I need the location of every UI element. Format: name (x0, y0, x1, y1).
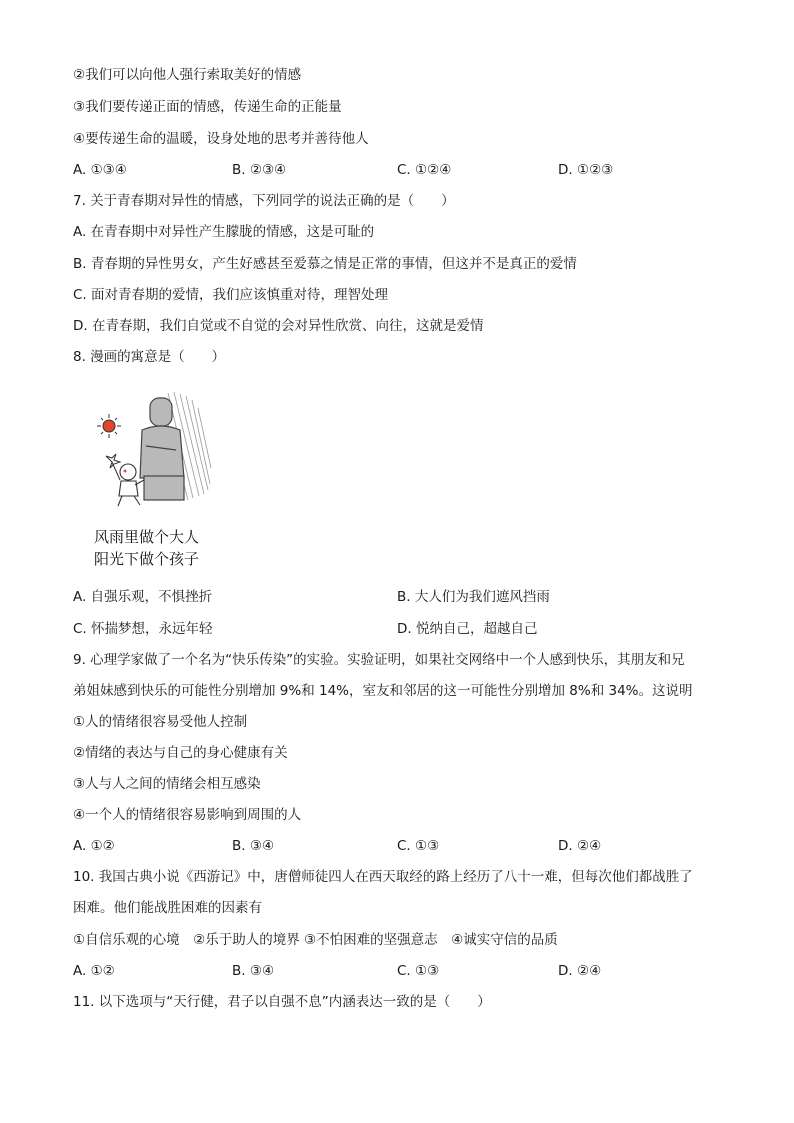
q6-option-d: D. ①②③ (558, 162, 614, 178)
q11-stem: 11. 以下选项与“天行健，君子以自强不息”内涵表达一致的是（ ） (73, 994, 491, 1010)
q9-option-d: D. ②④ (558, 838, 602, 854)
q7-option-d: D. 在青春期，我们自觉或不自觉的会对异性欣赏、向往，这就是爱情 (73, 318, 484, 334)
q10-items: ①自信乐观的心境 ②乐于助人的境界 ③不怕困难的坚强意志 ④诚实守信的品质 (73, 932, 558, 948)
q6-item-4: ④要传递生命的温暖，设身处地的思考并善待他人 (73, 131, 369, 147)
q9-stem-line2: 弟姐妹感到快乐的可能性分别增加 9%和 14%，室友和邻居的这一可能性分别增加 8%和 34%。这说明 (73, 683, 693, 699)
pinwheel-icon (106, 454, 120, 480)
q9-item-1: ①人的情绪很容易受他人控制 (73, 714, 248, 730)
q10-option-a: A. ①② (73, 963, 115, 979)
q9-option-c: C. ①③ (397, 838, 440, 854)
q10-stem-line1: 10. 我国古典小说《西游记》中，唐僧师徒四人在西天取经的路上经历了八十一难，但每次他们都战胜了 (73, 869, 693, 885)
q6-item-3: ③我们要传递正面的情感，传递生命的正能量 (73, 99, 342, 115)
q8-stem: 8. 漫画的寓意是（ ） (73, 349, 226, 365)
q6-option-a: A. ①③④ (73, 162, 127, 178)
sun-icon (97, 414, 121, 438)
cartoon-illustration (88, 388, 228, 578)
q7-stem: 7. 关于青春期对异性的情感，下列同学的说法正确的是（ ） (73, 193, 455, 209)
q10-option-b: B. ③④ (232, 963, 275, 979)
q8-option-a: A. 自强乐观，不惧挫折 (73, 589, 213, 605)
q10-stem-line2: 困难。他们能战胜困难的因素有 (73, 900, 262, 916)
q9-item-2: ②情绪的表达与自己的身心健康有关 (73, 745, 288, 761)
q9-option-b: B. ③④ (232, 838, 275, 854)
q9-item-3: ③人与人之间的情绪会相互感染 (73, 776, 261, 792)
q8-option-c: C. 怀揣梦想，永远年轻 (73, 621, 213, 637)
q8-option-b: B. 大人们为我们遮风挡雨 (397, 589, 550, 605)
cartoon-caption-line2: 阳光下做个孩子 (94, 550, 200, 568)
q9-stem-line1: 9. 心理学家做了一个名为“快乐传染”的实验。实验证明，如果社交网络中一个人感到快乐，其朋友和兄 (73, 652, 685, 668)
q9-option-a: A. ①② (73, 838, 115, 854)
q10-option-c: C. ①③ (397, 963, 440, 979)
q10-option-d: D. ②④ (558, 963, 602, 979)
q8-option-d: D. 悦纳自己，超越自己 (397, 621, 538, 637)
q6-item-2: ②我们可以向他人强行索取美好的情感 (73, 67, 302, 83)
q7-option-b: B. 青春期的异性男女，产生好感甚至爱慕之情是正常的事情，但这并不是真正的爱情 (73, 256, 577, 272)
q9-item-4: ④一个人的情绪很容易影响到周围的人 (73, 807, 302, 823)
statue-figure-icon (140, 398, 184, 500)
q7-option-a: A. 在青春期中对异性产生朦胧的情感，这是可耻的 (73, 224, 375, 240)
q6-option-b: B. ②③④ (232, 162, 287, 178)
q6-option-c: C. ①②④ (397, 162, 452, 178)
q7-option-c: C. 面对青春期的爱情，我们应该慎重对待，理智处理 (73, 287, 389, 303)
cartoon-caption-line1: 风雨里做个大人 (94, 528, 200, 546)
